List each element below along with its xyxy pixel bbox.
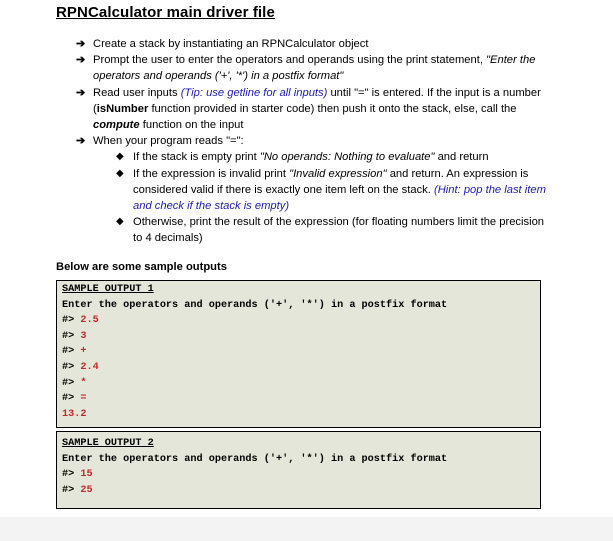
- list-item: ➔ Create a stack by instantiating an RPNCalculator object: [76, 36, 556, 52]
- arrow-icon: ➔: [76, 86, 86, 99]
- sample-header: SAMPLE OUTPUT 1: [62, 284, 154, 295]
- sample-input-line: #> 3: [62, 330, 87, 342]
- list-item: ➔ Read user inputs (Tip: use getline for all inputs) until "=" is entered. If the input is a number (isNumber function provided in starter code) then push it onto the stack, else, call the compute function on the input: [76, 86, 541, 132]
- diamond-bullet-icon: ◆: [116, 216, 124, 228]
- arrow-icon: ➔: [76, 54, 86, 67]
- samples-heading: Below are some sample outputs: [56, 261, 227, 273]
- sub-list-item: ◆ Otherwise, print the result of the expression (for floating numbers limit the precision to 4 decimals): [116, 216, 545, 245]
- list-item: ➔ Prompt the user to enter the operators and operands using the print statement, "Enter the operators and operands ('+', '*') in a postfix format": [76, 54, 536, 83]
- page-title: RPNCalculator main driver file: [56, 4, 275, 21]
- list-item: ➔ When your program reads "=":: [76, 133, 556, 149]
- sample-input-line: #> 2.5: [62, 315, 99, 327]
- page-bottom-edge: [0, 517, 613, 541]
- diamond-bullet-icon: ◆: [116, 167, 124, 179]
- sample-output-1: [56, 280, 541, 428]
- sample-result: 13.2: [62, 408, 87, 420]
- sub-list-item: ◆ If the stack is empty print "No operands: Nothing to evaluate" and return: [116, 149, 556, 165]
- sample-input-line: #> *: [62, 377, 87, 389]
- instruction-list: [76, 36, 556, 247]
- sub-list-item: ◆ If the expression is invalid print "Invalid expression" and return. An expression is considered valid if there is exactly one item left on the stack. (Hint: pop the last item and check if the stack is empty): [116, 167, 546, 213]
- sample-input-line: #> 2.4: [62, 361, 99, 373]
- sample-input-line: #> =: [62, 393, 87, 405]
- sample-prompt: Enter the operators and operands ('+', '*') in a postfix format: [62, 299, 448, 311]
- sample-output-2: [56, 431, 541, 509]
- diamond-bullet-icon: ◆: [116, 151, 124, 163]
- sample-input-line: #> +: [62, 346, 87, 358]
- sample-input-line: #> 15: [62, 469, 93, 481]
- arrow-icon: ➔: [76, 135, 86, 148]
- sample-prompt: Enter the operators and operands ('+', '*') in a postfix format: [62, 453, 448, 465]
- arrow-icon: ➔: [76, 38, 86, 50]
- sample-input-line: #> 25: [62, 484, 93, 496]
- sample-header: SAMPLE OUTPUT 2: [62, 438, 154, 449]
